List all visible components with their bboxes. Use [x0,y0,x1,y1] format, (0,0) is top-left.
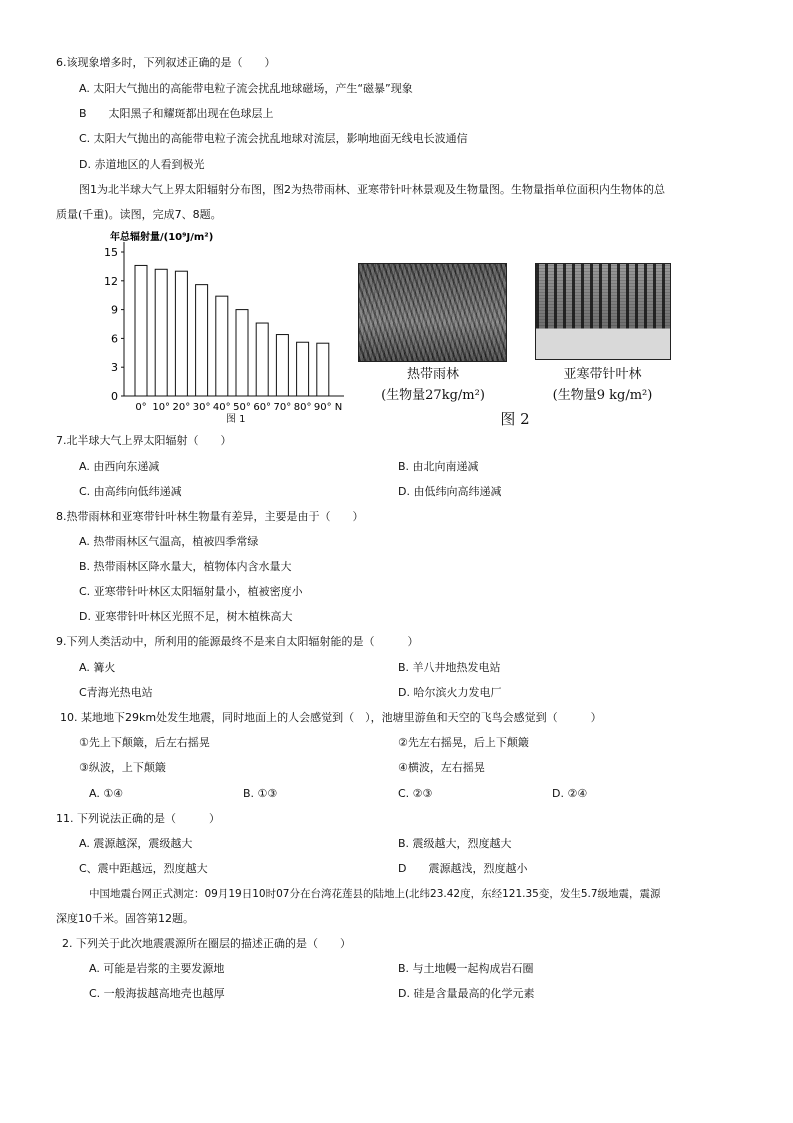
figure1-bar-chart [100,228,360,428]
taiga-photo [535,263,671,360]
x-axis-end-label: N [334,402,343,413]
q9-stem: 9.下列人类活动中，所利用的能源最终不是来自太阳辐射能的是（ ） [56,635,419,648]
bar [256,323,268,396]
intro1-line1: 图1为北半球大气上界太阳辐射分布图，图2为热带雨林、亚寒带针叶林景观及生物量图。生物量指单位面积内生物体的总 [79,183,665,196]
q7-option-c: C. 由高纬向低纬递减 [79,485,182,498]
q12-option-a: A. 可能是岩浆的主要发源地 [89,962,225,975]
q8-option-d: D. 亚寒带针叶林区光照不足，树木植株高大 [79,610,293,623]
q10-option-b: B. ①③ [243,787,278,800]
q6-option-b: B 太阳黑子和耀斑都出现在色球层上 [79,107,274,120]
figure1 [100,228,360,428]
q10-stem: 10. 某地地下29km处发生地震，同时地面上的人会感觉到（ ），池塘里游鱼和天空的飞鸟会感觉到（ ） [60,711,602,724]
y-tick-label: 15 [104,246,118,259]
q6-stem: 6.该现象增多时，下列叙述正确的是（ ） [56,56,276,69]
q7-stem: 7.北半球大气上界太阳辐射（ ） [56,434,232,447]
q9-option-a: A. 篝火 [79,661,116,674]
bar [276,335,288,396]
x-tick-label: 50° [233,402,251,413]
q12-stem: 2. 下列关于此次地震震源所在圈层的描述正确的是（ ） [62,937,351,950]
y-tick-label: 6 [111,332,118,346]
taiga-biomass: (生物量9 kg/m²) [552,388,653,403]
q10-statement-1: ①先上下颠簸，后左右摇晃 [79,736,210,749]
q10-option-d: D. ②④ [552,787,588,800]
taiga-label: 亚寒带针叶林 [563,367,642,382]
q11-option-d: D 震源越浅，烈度越小 [398,862,528,875]
q8-option-c: C. 亚寒带针叶林区太阳辐射量小，植被密度小 [79,585,303,598]
q6-option-a: A. 太阳大气抛出的高能带电粒子流会扰乱地球磁场，产生“磁暴”现象 [79,82,413,95]
q12-option-b: B. 与土地幔一起构成岩石圈 [398,962,534,975]
q8-option-a: A. 热带雨林区气温高，植被四季常绿 [79,535,259,548]
y-tick-label: 12 [104,274,118,288]
q9-option-b: B. 羊八井地热发电站 [398,661,501,674]
q11-option-a: A. 震源越深，震级越大 [79,837,193,850]
bar [175,271,187,396]
bar [196,285,208,396]
y-tick-label: 9 [111,303,118,317]
q7-option-d: D. 由低纬向高纬递减 [398,485,502,498]
q8-stem: 8.热带雨林和亚寒带针叶林生物量有差异，主要是由于（ ） [56,510,364,523]
bar [135,265,147,396]
figure2-caption: 图 2 [500,410,530,428]
x-tick-label: 40° [212,402,231,413]
y-tick-label: 3 [111,361,118,375]
q9-option-d: D. 哈尔滨火力发电厂 [398,686,502,699]
bar [236,310,248,396]
q6-option-d: D. 赤道地区的人看到极光 [79,158,205,171]
q10-statement-4: ④横波，左右摇晃 [398,761,485,774]
rainforest-label: 热带雨林 [406,367,459,382]
x-tick-label: 70° [273,402,292,413]
figure1-caption: 图 1 [226,414,246,425]
x-tick-label: 10° [152,402,171,413]
x-tick-label: 90° [313,402,332,413]
rainforest-photo [358,263,507,362]
intro2-line2: 深度10千米。固答第12题。 [56,912,194,925]
q7-option-b: B. 由北向南递减 [398,460,479,473]
q12-option-c: C. 一般海拔越高地壳也越厚 [89,987,225,1000]
q9-option-c: C青海光热电站 [79,686,153,699]
q10-option-c: C. ②③ [398,787,433,800]
q10-statement-3: ③纵波，上下颠簸 [79,761,166,774]
q8-option-b: B. 热带雨林区降水量大，植物体内含水量大 [79,560,292,573]
x-tick-label: 30° [192,402,211,413]
y-axis-label: 年总辐射量/(10⁹J/m²) [110,232,214,243]
bar [297,342,309,396]
q10-option-a: A. ①④ [89,787,124,800]
x-tick-label: 20° [172,402,191,413]
rainforest-biomass: (生物量27kg/m²) [381,388,485,403]
q11-option-c: C、震中距越远，烈度越大 [79,862,208,875]
q11-option-b: B. 震级越大，烈度越大 [398,837,512,850]
intro1-line2: 质量(千重)。读图，完成7、8题。 [56,208,222,221]
x-tick-label: 60° [253,402,272,413]
q7-option-a: A. 由西向东递减 [79,460,160,473]
q11-stem: 11. 下列说法正确的是（ ） [56,812,220,825]
q6-option-c: C. 太阳大气抛出的高能带电粒子流会扰乱地球对流层，影响地面无线电长波通信 [79,132,468,145]
q10-statement-2: ②先左右摇晃，后上下颠簸 [398,736,529,749]
q12-option-d: D. 硅是含量最高的化学元素 [398,987,535,1000]
y-tick-label: 0 [111,390,118,403]
x-tick-label: 0° [135,402,147,413]
bar [155,269,167,396]
intro2-line1: 中国地震台网正式测定：09月19日10时07分在台湾花莲县的陆地上(北纬23.42度，东经121.35变，发生5.7级地震，震源 [89,888,661,900]
x-tick-label: 80° [293,402,312,413]
bar [317,343,329,396]
bar [216,296,228,396]
